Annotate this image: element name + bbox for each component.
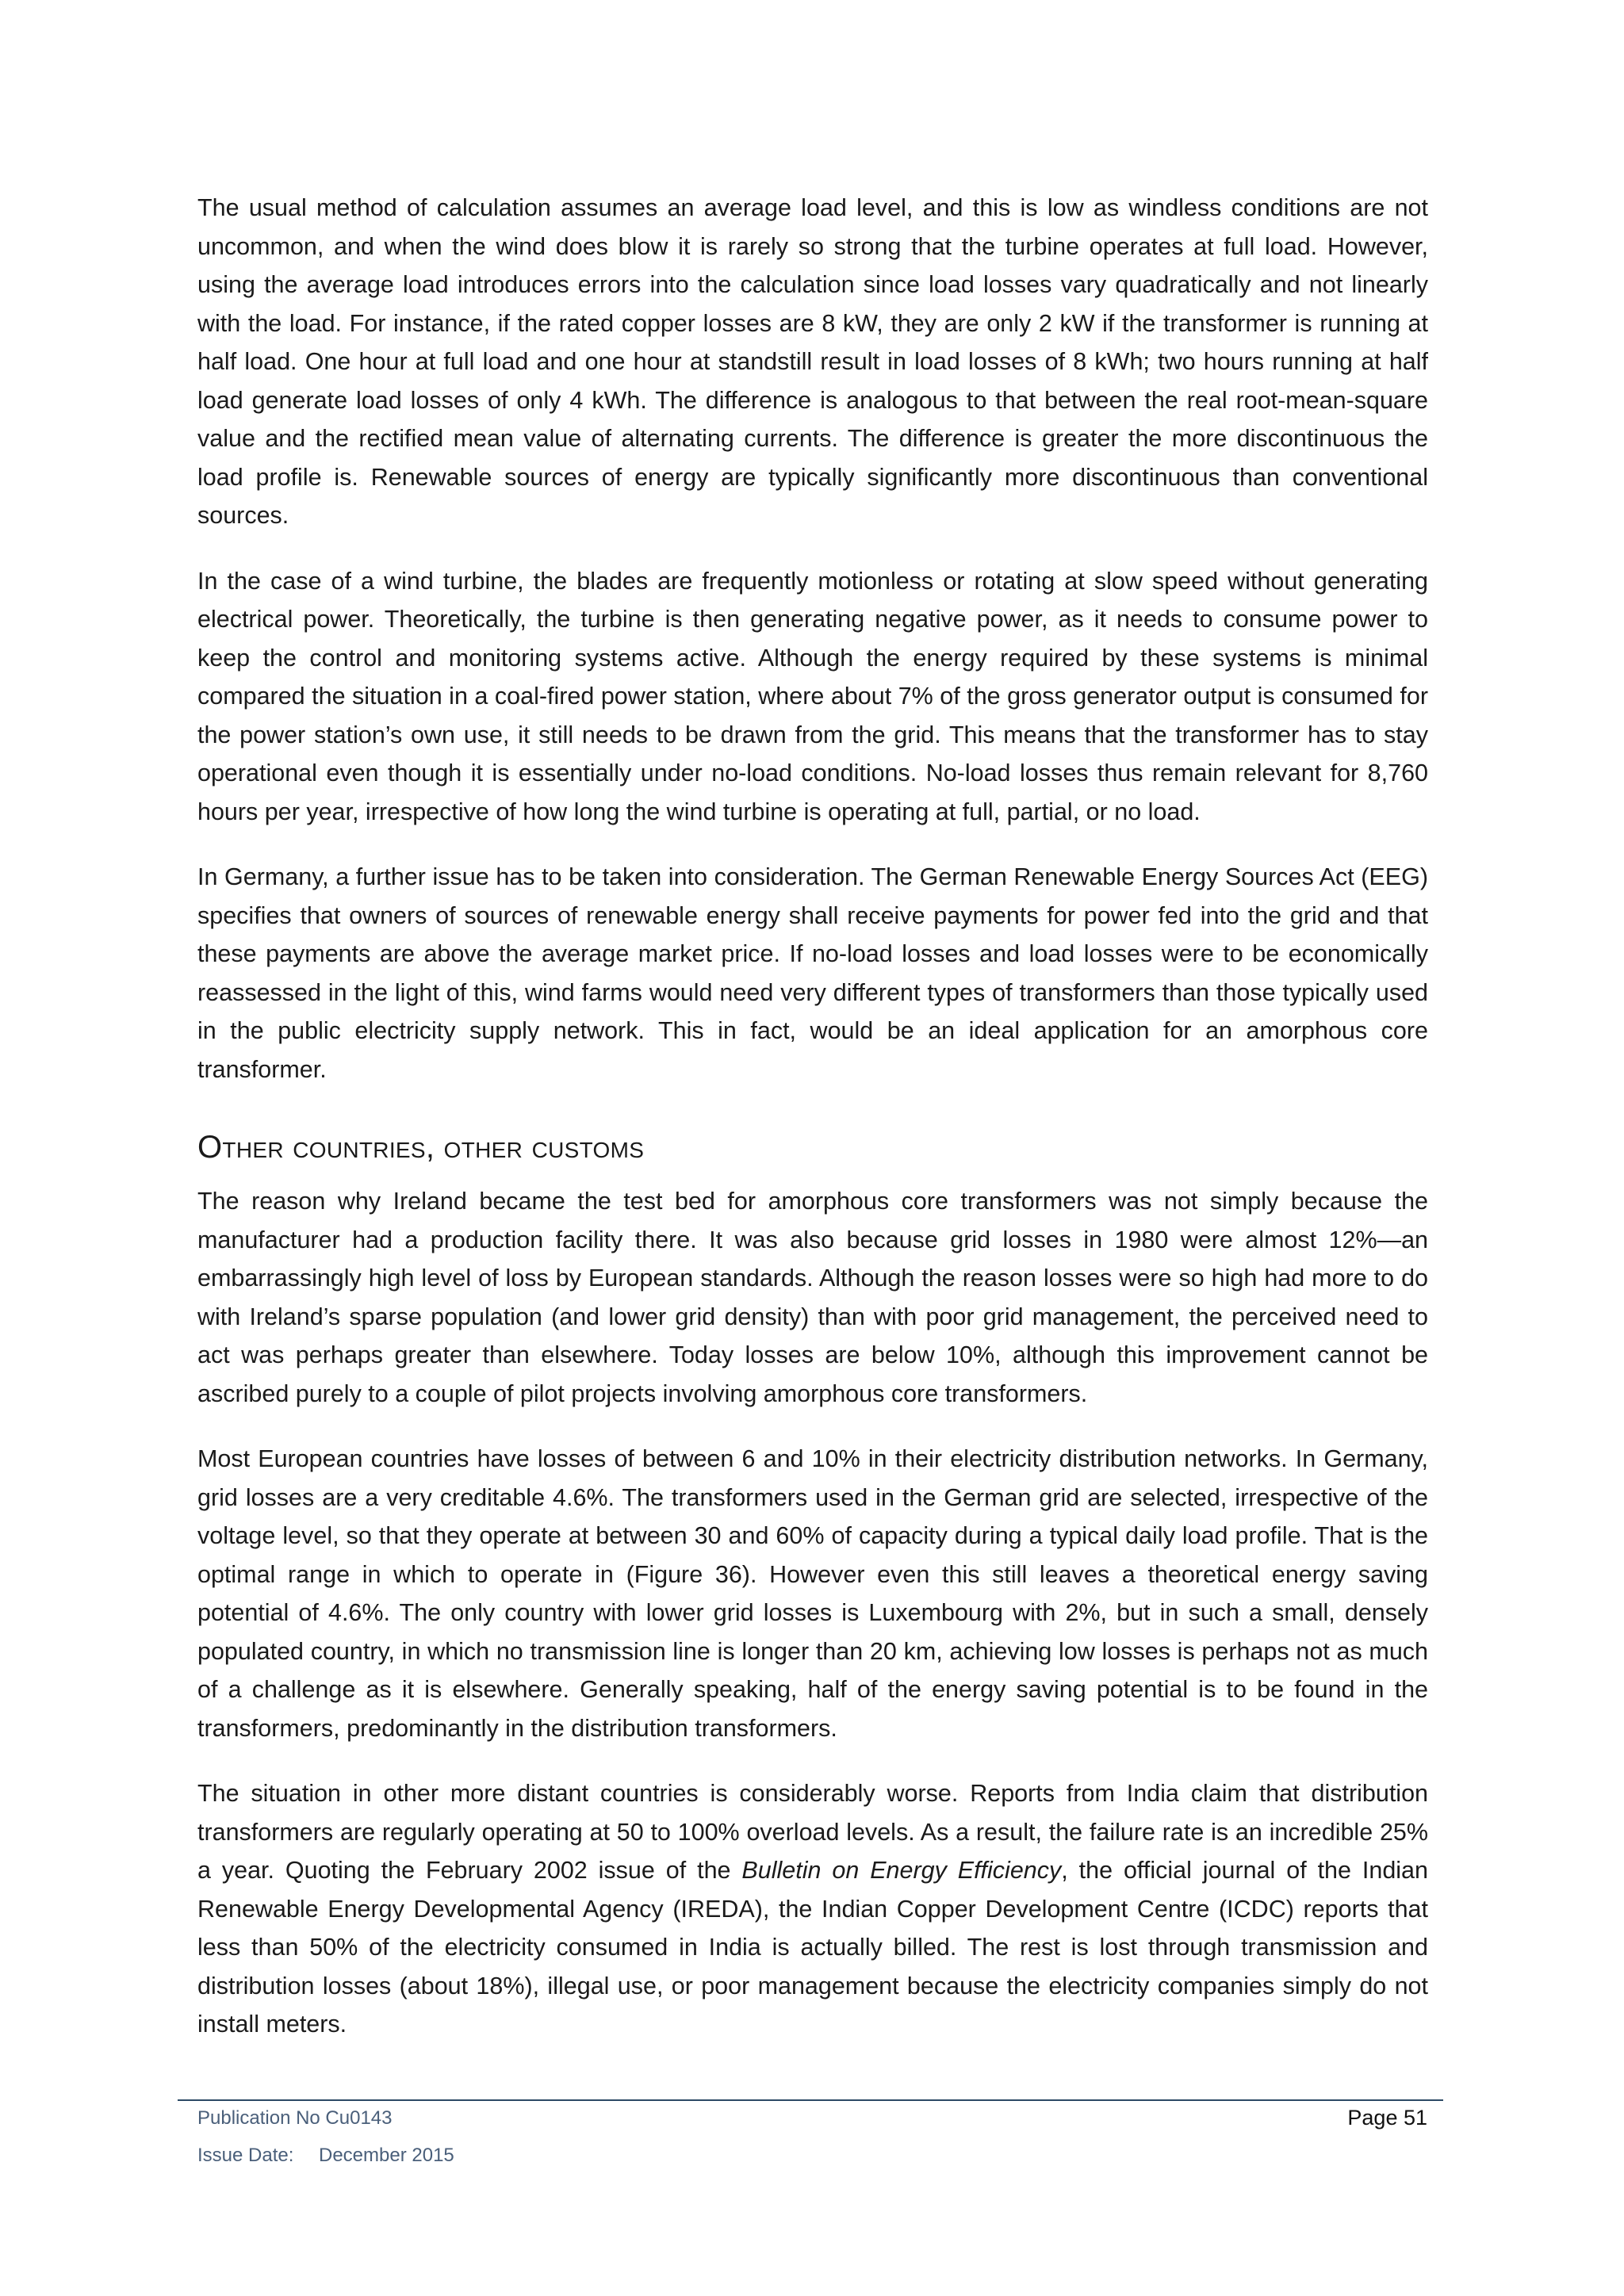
india-text-end: , the official journal of the Indian Renewable Energy Developmental Agency (IREDA), the Indian Copper Development Centre (ICDC) reports that less than 50% of the electricity consumed in India is actually billed. The rest is lost through transmission and distribution losses (about 18%), illegal use, or poor management because the electricity companies simply do not install meters. bbox=[197, 1857, 1428, 2038]
paragraph-india bbox=[197, 1774, 1428, 2044]
bulletin-title: Bulletin on Energy Efficiency bbox=[741, 1857, 1062, 1884]
page-number: Page 51 bbox=[1347, 2106, 1427, 2130]
publication-number: Publication No Cu0143 bbox=[197, 2107, 393, 2129]
issue-date bbox=[197, 2145, 454, 2167]
paragraph-wind-turbine: In the case of a wind turbine, the blades are frequently motionless or rotating at slow speed without generating electrical power. Theoretically, the turbine is then generating negative power, as it needs to consume power to keep the control and monitoring systems active. Although the energy required by these systems is minimal compared the situation in a coal-fired power station, where about 7% of the gross generator output is consumed for the power station’s own use, it still needs to be drawn from the grid. This means that the transformer has to stay operational even though it is essentially under no-load conditions. No-load losses thus remain relevant for 8,760 hours per year, irrespective of how long the wind turbine is operating at full, partial, or no load. bbox=[197, 567, 1428, 825]
paragraph-ireland: The reason why Ireland became the test bed for amorphous core transformers was not simply because the manufacturer had a production facility there. It was also because grid losses in 1980 were almost 12%—an embarrassingly high level of loss by European standards. Although the reason losses were so high had more to do with Ireland’s sparse population (and lower grid density) than with poor grid management, the perceived need to act was perhaps greater than elsewhere. Today losses are below 10%, although this improvement cannot be ascribed purely to a couple of pilot projects involving amorphous core transformers. bbox=[197, 1188, 1428, 1407]
footer-divider bbox=[178, 2099, 1443, 2101]
section-heading: Other countries, other customs bbox=[197, 1130, 645, 1165]
india-text-start: The situation in other more distant countries is considerably worse. Reports from India claim that distribution transformers are regularly operating at 50 to 100% overload levels. As a result, the failure rate is an incredible 25% a year. Quoting the February 2002 issue of the bbox=[197, 1780, 1428, 1884]
paragraph-germany-eeg: In Germany, a further issue has to be taken into consideration. The German Renewable Energy Sources Act (EEG) specifies that owners of sources of renewable energy shall receive payments for power fed into the grid and that these payments are above the average market price. If no-load losses and load losses were to be economically reassessed in the light of this, wind farms would need very different types of transformers than those typically used in the public electricity supply network. This in fact, would be an ideal application for an amorphous core transformer. bbox=[197, 863, 1428, 1083]
issue-date-value: December 2015 bbox=[319, 2145, 454, 2166]
page-body bbox=[197, 189, 1428, 2044]
paragraph-european-losses: Most European countries have losses of between 6 and 10% in their electricity distribution networks. In Germany, grid losses are a very creditable 4.6%. The transformers used in the German grid are selected, irrespective of the voltage level, so that they operate at between 30 and 60% of capacity during a typical daily load profile. That is the optimal range in which to operate in (Figure 36). However even this still leaves a theoretical energy saving potential of 4.6%. The only country with lower grid losses is Luxembourg with 2%, but in such a small, densely populated country, in which no transmission line is longer than 20 km, achieving low losses is perhaps not as much of a challenge as it is elsewhere. Generally speaking, half of the energy saving potential is to be found in the transformers, predominantly in the distribution transformers. bbox=[197, 1445, 1428, 1742]
issue-date-label: Issue Date: bbox=[197, 2145, 294, 2166]
paragraph-load-calculation: The usual method of calculation assumes an average load level, and this is low as windless conditions are not uncommon, and when the wind does blow it is rarely so strong that the turbine operates at full load. However, using the average load introduces errors into the calculation since load losses vary quadratically and not linearly with the load. For instance, if the rated copper losses are 8 kW, they are only 2 kW if the transformer is running at half load. One hour at full load and one hour at standstill result in load losses of 8 kWh; two hours running at half load generate load losses of only 4 kWh. The difference is analogous to that between the real root-mean-square value and the rectified mean value of alternating currents. The difference is greater the more discontinuous the load profile is. Renewable sources of energy are typically significantly more discontinuous than conventional sources. bbox=[197, 194, 1428, 529]
